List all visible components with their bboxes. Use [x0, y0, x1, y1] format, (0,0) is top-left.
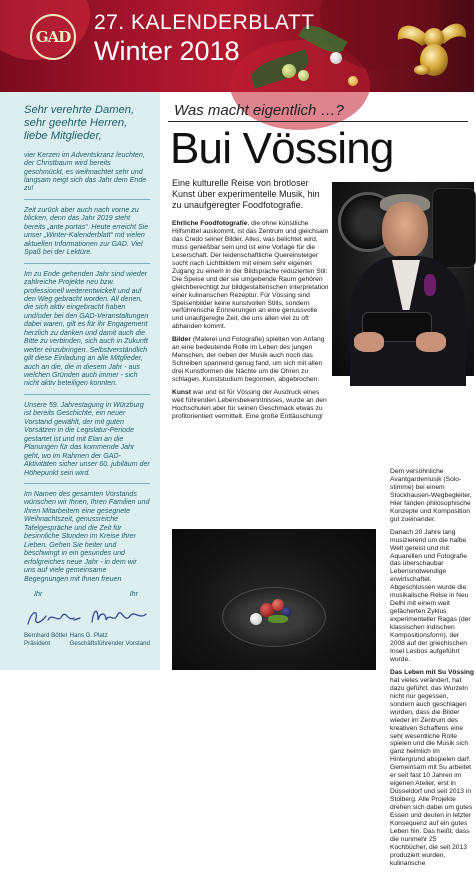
- signer-1-name: Bernhard Böttel: [24, 632, 67, 639]
- signer-2-name: Hans G. Platz: [69, 632, 108, 639]
- camera-equipment-icon: [432, 188, 476, 268]
- paragraph-text: , die ohne künstliche Hilfsmittel auskommt, ist das Zentrum und gleichsam das Credo seiner Bilder. Alles, was belichtet wird, muss genießbar sein und ist eine Vorlage für die Leserschaft. Der leidenschaftliche Quereinsteiger sucht nach Lichtbildern mit einem sehr eigenen Zugang zu einem in der Bildsprache reduzierten Stil: Die Speise und der sie umgebende Raum gehören gleichberechtigt zur bildgestalterischen Interpretation einer kulinarischen Rezeptur. Für Vössing sind Speisenbilder keine kunstvollen Stills, sondern verführerische Erinnerungen an eine genussvolle und unaufgeregte Zeit, die uns allen viel zu oft abhanden kommt.: [172, 220, 329, 331]
- article-paragraph: [390, 669, 474, 868]
- closing-right: Ihr: [129, 589, 138, 598]
- editorial-paragraph: Zeit zurück aber auch nach vorne zu blicken, denn das Jahr 2019 steht bereits „ante portas“. Heute erreicht Sie unser „Winter-Kalenderblatt“ mit vielen aktuellen Informationen zur GAD. Viel Spaß bei der Lektüre.: [24, 205, 149, 257]
- food-photo: [172, 529, 376, 670]
- article-paragraph: Danach 20 Jahre lang musizierend um die halbe Welt gereist und mit Aquarellen und Fotografie das überschaubar Lebensnotwendige erwirtschaftet. Abgeschlossen wurde die musikalische Reise in Neu Delhi mit einem weit gefächerten Zyklus experimenteller Ragas (der klassischen indischen Kompositionsform), der 2008 auf der griechischen Insel Lesbos aufgeführt wurde.: [390, 528, 471, 663]
- signer-2-role: Geschäftsführender Vorstand: [69, 639, 150, 647]
- signatures: [24, 602, 150, 632]
- ornament-ball-decoration: [330, 52, 342, 64]
- divider: [24, 263, 150, 264]
- paragraph-lead: Bilder: [172, 336, 191, 344]
- paragraph-text: (Malerei und Fotografie) spielten von Anfang an eine bedeutende Rolle im Leben des jungen Menschen, der neben der Musik auch noch das Schreiben spannend genug fand, um sich mit allen drei Kunstformen die Nächte um die Ohren zu schlagen. Kunststudium begonnen, abgebrochen.: [172, 336, 325, 384]
- editorial-sidebar: [0, 92, 160, 670]
- divider: [24, 199, 150, 200]
- article-title: Bui Vössing: [170, 124, 394, 173]
- signer-names: [24, 632, 150, 647]
- face: [382, 202, 428, 258]
- paragraph-text: war und ist für Vössing der Ausdruck eines weit führenden Lebensbekenntnisses, wurde an den Hochschulen aber für seinen Geschmack etwas zu profitorientiert vermittelt. Eine große Enttäuschung!: [172, 389, 327, 420]
- closing-left: Ihr: [34, 589, 43, 598]
- divider: [24, 394, 150, 395]
- divider: [24, 483, 150, 484]
- article-intro: Eine kulturelle Reise von brotloser Kunst über experimentelle Musik, hin zu unaufgeregter Foodfotografie.: [172, 178, 320, 210]
- berry-decoration: [298, 70, 309, 81]
- pocket-square: [424, 274, 436, 296]
- hand: [354, 332, 384, 352]
- article-column-2: [390, 468, 474, 873]
- signer-2: [70, 632, 151, 647]
- portrait-photo: [332, 182, 474, 376]
- article-column-1: [172, 220, 330, 426]
- hand: [416, 332, 446, 352]
- handwritten-signature-icon: [24, 602, 154, 632]
- paragraph-text: hat vieles verändert, hat dazu geführt, das Wurzeln nicht nur gegessen, sondern auch geschlagen wurden, dass die Bilder wieder im Zentrum des kreativen Schaffens eine sehr wesentliche Rolle spielen und die Musik sich ganz heimlich im Hintergrund abspielen darf. Gemeinsam mit Su arbeitet er seit fast 10 Jahren im eigenen Atelier, erst in Düsseldorf und seit 2013 in Stolberg. Alle Projekte drehen sich dabei um gutes Essen und deuten in letzter Konsequenz auf ein gutes Leben hin. Das heißt, dass die nunmehr 25 Kochbücher, die seit 2013 produziert wurden, kulinarische: [390, 676, 473, 867]
- editorial-paragraph: vier Kerzen im Adventskranz leuchten, der Christbaum wird bereits geschmückt, es weihnachtet sehr und langsam neigt sich das Jahr dem Ende zu!: [24, 150, 147, 193]
- paragraph-lead: Das Leben mit Su Vössing: [390, 668, 474, 676]
- editorial-paragraph: Im zu Ende gehenden Jahr sind wieder zahlreiche Projekte neu bzw. professionell weiterentwickelt und auf den Weg gebracht worden. All denen, die sich aktiv eingebracht haben und/oder bei den GAD-Veranstaltungen dabei waren, gilt es für ihr Engagement herzlich zu danken und damit auch die Bitte zu verbinden, sich auch in Zukunft weiter einzubringen. Selbstverständlich gilt diese Einladung an alle Mitglieder, auch an die, die in diesem Jahr - aus welchen Gründen auch immer - sich nicht aktiv beteiligen konnten.: [24, 269, 149, 388]
- signer-1: [24, 632, 67, 647]
- article-paragraph: [172, 220, 330, 331]
- header-title-line1: 27. KALENDERBLATT: [94, 11, 315, 34]
- header-title: [94, 10, 315, 67]
- article-paragraph: Dem versöhnliche Avantgardemusik (Solo-stimme) bei einem Stockhausen-Wegbegleiter. Hier fanden philosophische Konzepte und Komposition gut zueinander.: [390, 468, 472, 523]
- golden-angel-icon: [392, 10, 470, 82]
- article-paragraph: [172, 336, 330, 384]
- article-kicker: Was macht eigentlich …?: [174, 102, 344, 119]
- greeting: Sehr verehrte Damen, sehr geehrte Herren, liebe Mitglieder,: [24, 104, 135, 143]
- logo-text: GAD: [35, 28, 71, 46]
- paragraph-lead: Ehrliche Foodfotografie: [172, 220, 248, 227]
- herb-garnish: [268, 615, 288, 623]
- ornament-ball-decoration: [348, 76, 358, 86]
- closing-row: [34, 589, 138, 598]
- cream-dot: [250, 613, 262, 625]
- paragraph-lead: Kunst: [172, 389, 191, 397]
- editorial-paragraph: Im Namen des gesamten Vorstands wünschen wir Ihnen, Ihren Familien und Ihren Mitarbeitern eine gesegnete Weihnachtszeit, genussreiche Tafelgespräche und die Zeit für besinnliche Stunden im Kreise Ihrer Lieben. Gehen Sie heiter und beschwingt in ein gesundes und erfolgreiches neue Jahr - in dem wir uns auf viele gemeinsame Begegnungen mit Ihnen freuen: [24, 490, 150, 583]
- signer-1-role: Präsident: [24, 639, 51, 647]
- gad-logo: [30, 14, 76, 60]
- editorial-paragraph: Unsere 59. Jahrestagung in Würzburg ist bereits Geschichte, ein neuer Vorstand gewählt, der mit guten Vorsätzen in die Legislatur-Periode gestartet ist und mit Elan an die Planungen für das kommende Jahr geht, wo im Rahmen der GAD-Aktivitäten sicher unser 60. jubiläum der Höhepunkt sein wird.: [24, 400, 150, 477]
- article-paragraph: [172, 389, 330, 421]
- header-title-line2: Winter 2018: [94, 36, 240, 66]
- header-banner: [0, 0, 474, 92]
